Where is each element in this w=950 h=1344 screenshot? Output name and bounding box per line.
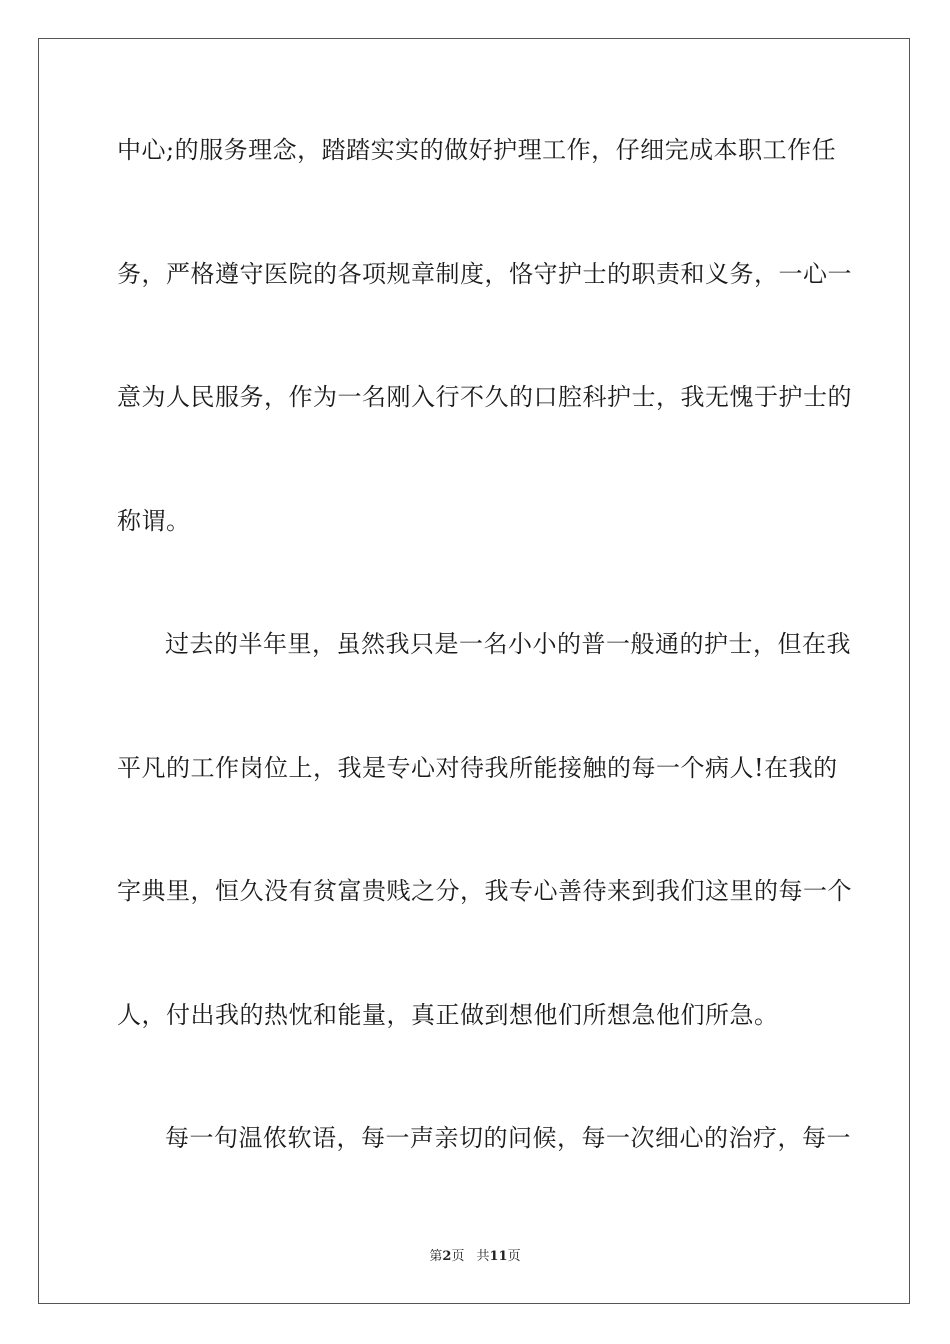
body-text-line: 字典里，恒久没有贫富贵贱之分，我专心善待来到我们这里的每一个 <box>117 877 852 905</box>
body-text-line: 平凡的工作岗位上，我是专心对待我所能接触的每一个病人!在我的 <box>117 754 838 782</box>
total-pages: 11 <box>489 1249 508 1264</box>
page-number: 2 <box>442 1249 452 1264</box>
body-text-line: 人，付出我的热忱和能量，真正做到想他们所想急他们所急。 <box>117 1001 779 1029</box>
page-footer <box>0 1248 950 1266</box>
body-text-line: 中心;的服务理念，踏踏实实的做好护理工作，仔细完成本职工作任 <box>117 136 837 164</box>
paragraph-first-line: 过去的半年里，虽然我只是一名小小的普一般通的护士，但在我 <box>165 630 851 658</box>
body-text-line: 意为人民服务，作为一名刚入行不久的口腔科护士，我无愧于护士的 <box>117 383 852 411</box>
page-label-suffix: 页 <box>451 1249 465 1264</box>
total-label-prefix: 共 <box>476 1249 490 1264</box>
body-text-line: 称谓。 <box>117 507 191 535</box>
total-label-suffix: 页 <box>507 1249 521 1264</box>
page-border <box>38 38 910 1304</box>
body-text-line: 务，严格遵守医院的各项规章制度，恪守护士的职责和义务，一心一 <box>117 260 852 288</box>
paragraph-first-line: 每一句温侬软语，每一声亲切的问候，每一次细心的治疗，每一 <box>165 1124 851 1152</box>
page-label-prefix: 第 <box>429 1249 443 1264</box>
